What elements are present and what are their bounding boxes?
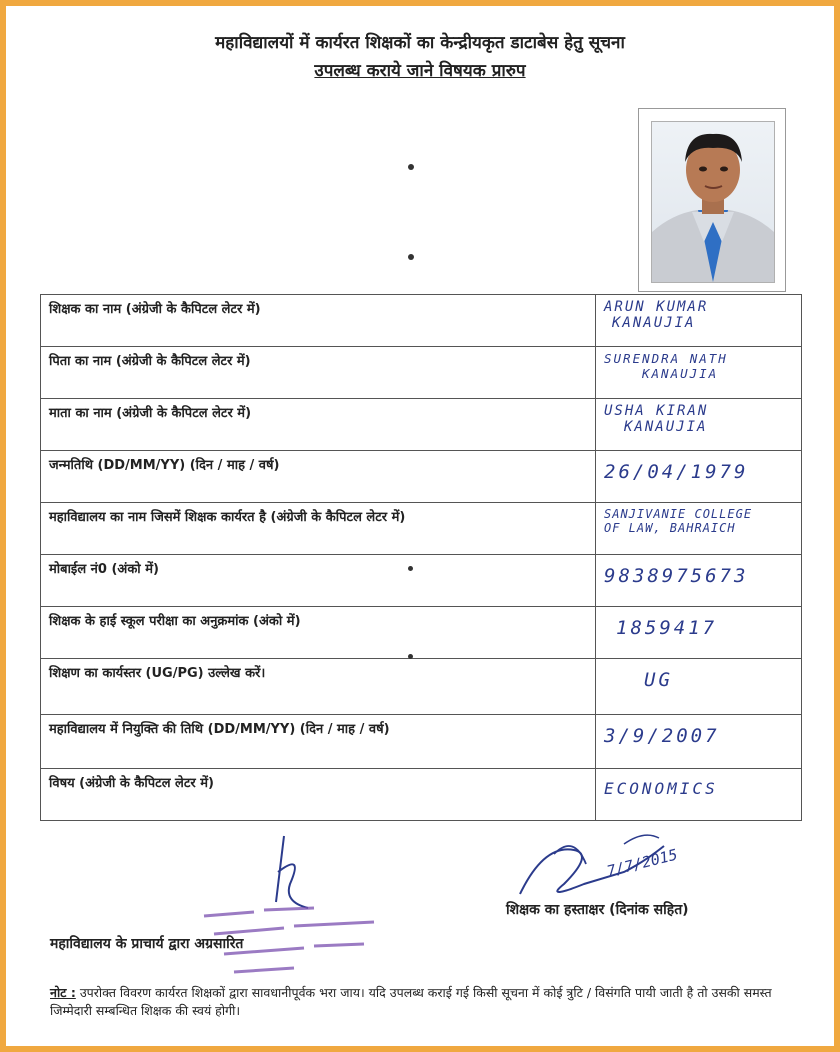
teacher-info-table xyxy=(40,294,802,821)
note-text: उपरोक्त विवरण कार्यरत शिक्षकों द्वारा सावधानीपूर्वक भरा जाय। यदि उपलब्ध कराई गई किसी सूचना में कोई त्रुटि / विसंगति पायी जाती है तो उसकी समस्त जिम्मेदारी सम्बन्धित शिक्षक की स्वयं होगी। xyxy=(50,985,772,1018)
table-row xyxy=(41,347,802,399)
scan-dot xyxy=(408,254,414,260)
note-heading: नोट : xyxy=(50,985,76,1000)
table-row xyxy=(41,659,802,715)
signature-date: 7/7/2015 xyxy=(604,845,680,881)
form-page xyxy=(6,6,834,1046)
table-row xyxy=(41,295,802,347)
table-row xyxy=(41,769,802,821)
row-label: महाविद्यालय में नियुक्ति की तिथि (DD/MM/YY) (दिन / माह / वर्ष) xyxy=(41,715,596,769)
row-label: मोबाईल नं0 (अंको में) xyxy=(41,555,596,607)
photo-frame xyxy=(638,108,786,292)
row-value: ARUN KUMAR KANAUJIA xyxy=(596,295,802,347)
row-label: जन्मतिथि (DD/MM/YY) (दिन / माह / वर्ष) xyxy=(41,451,596,503)
row-value: SANJIVANIE COLLEGE OF LAW, BAHRAICH xyxy=(596,503,802,555)
form-subtitle: उपलब्ध कराये जाने विषयक प्रारुप xyxy=(314,61,526,81)
row-value: SURENDRA NATH KANAUJIA xyxy=(596,347,802,399)
form-title: महाविद्यालयों में कार्यरत शिक्षकों का केन्द्रीयकृत डाटाबेस हेतु सूचना xyxy=(215,33,625,53)
table-row xyxy=(41,399,802,451)
scan-dot xyxy=(408,566,413,571)
row-label: शिक्षक के हाई स्कूल परीक्षा का अनुक्रमांक (अंको में) xyxy=(41,607,596,659)
scan-dot xyxy=(408,654,413,659)
row-label: शिक्षक का नाम (अंग्रेजी के कैपिटल लेटर में) xyxy=(41,295,596,347)
row-label: महाविद्यालय का नाम जिसमें शिक्षक कार्यरत है (अंग्रेजी के कैपिटल लेटर में) xyxy=(41,503,596,555)
row-label: विषय (अंग्रेजी के कैपिटल लेटर में) xyxy=(41,769,596,821)
table-row xyxy=(41,555,802,607)
row-value: 3/9/2007 xyxy=(596,715,802,769)
row-value: UG xyxy=(596,659,802,715)
signature-label: शिक्षक का हस्ताक्षर (दिनांक सहित) xyxy=(506,902,689,918)
table-row xyxy=(41,451,802,503)
table-row xyxy=(41,503,802,555)
scan-dot xyxy=(408,164,414,170)
note-section xyxy=(50,984,790,1020)
passport-photo xyxy=(651,121,775,283)
row-value: 26/04/1979 xyxy=(596,451,802,503)
principal-forward-label: महाविद्यालय के प्राचार्य द्वारा अग्रसारित xyxy=(50,936,244,952)
table-row xyxy=(41,607,802,659)
row-value: 9838975673 xyxy=(596,555,802,607)
table-row xyxy=(41,715,802,769)
row-value: ECONOMICS xyxy=(596,769,802,821)
row-label: माता का नाम (अंग्रेजी के कैपिटल लेटर में) xyxy=(41,399,596,451)
row-label: शिक्षण का कार्यस्तर (UG/PG) उल्लेख करें। xyxy=(41,659,596,715)
row-value: USHA KIRAN KANAUJIA xyxy=(596,399,802,451)
row-label: पिता का नाम (अंग्रेजी के कैपिटल लेटर में) xyxy=(41,347,596,399)
row-value: 1859417 xyxy=(596,607,802,659)
